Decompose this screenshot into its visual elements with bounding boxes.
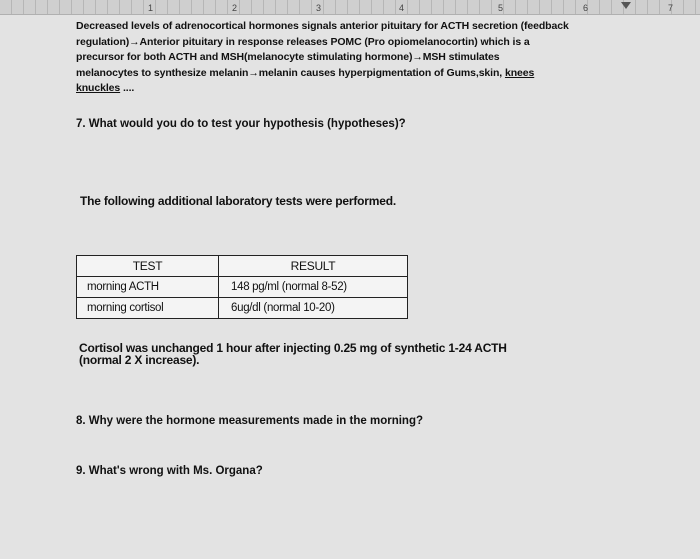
ruler-mark-6: 6 [583, 3, 589, 13]
ruler-mark-7: 7 [668, 3, 674, 13]
ruler-mark-4: 4 [399, 3, 405, 13]
question-7: 7. What would you do to test your hypothesis (hypotheses)? [76, 118, 406, 130]
paragraph-line [76, 81, 636, 97]
ruler-mark-2: 2 [232, 3, 238, 13]
underlined-word: knuckles [76, 82, 121, 94]
ruler-mark-3: 3 [316, 3, 322, 13]
cell-test: morning cortisol [77, 298, 219, 319]
cell-result: 6ug/dl (normal 10-20) [219, 298, 408, 319]
paragraph-text: melanocytes to synthesize melanin→melanin causes hyperpigmentation of Gums,skin, [76, 66, 503, 79]
lab-results-table [76, 255, 408, 319]
cell-result: 148 pg/ml (normal 8-52) [219, 277, 408, 298]
header-test: TEST [77, 256, 219, 277]
explanation-paragraph [76, 19, 636, 97]
question-9: 9. What's wrong with Ms. Organa? [76, 465, 263, 477]
paragraph-line: regulation)→Anterior pituitary in response releases POMC (Pro opiomelanocortin) which is a [76, 35, 530, 48]
ruler-mark-5: 5 [498, 3, 504, 13]
document-ruler [0, 0, 700, 15]
ruler-mark-1: 1 [148, 3, 154, 13]
cell-test: morning ACTH [77, 277, 219, 298]
cortisol-line: Cortisol was unchanged 1 hour after injecting 0.25 mg of synthetic 1-24 ACTH [79, 341, 507, 355]
header-result: RESULT [219, 256, 408, 277]
ruler-ticks [0, 0, 700, 14]
question-8: 8. Why were the hormone measurements made in the morning? [76, 415, 423, 427]
paragraph-line: precursor for both ACTH and MSH(melanocyte stimulating hormone)→MSH stimulates [76, 51, 500, 63]
table-header-row [77, 256, 408, 277]
cortisol-line: (normal 2 X increase). [79, 353, 200, 367]
lab-intro-text: The following additional laboratory tests were performed. [80, 194, 396, 208]
table-row [77, 277, 408, 298]
paragraph-line: Decreased levels of adrenocortical hormones signals anterior pituitary for ACTH secretion (feedback [76, 20, 569, 32]
cortisol-note [79, 342, 599, 366]
underlined-word: knees [504, 66, 535, 79]
tab-stop-marker[interactable] [621, 2, 631, 9]
paragraph-text: .... [120, 82, 135, 94]
table-row [77, 298, 408, 319]
paragraph-line [76, 66, 636, 82]
